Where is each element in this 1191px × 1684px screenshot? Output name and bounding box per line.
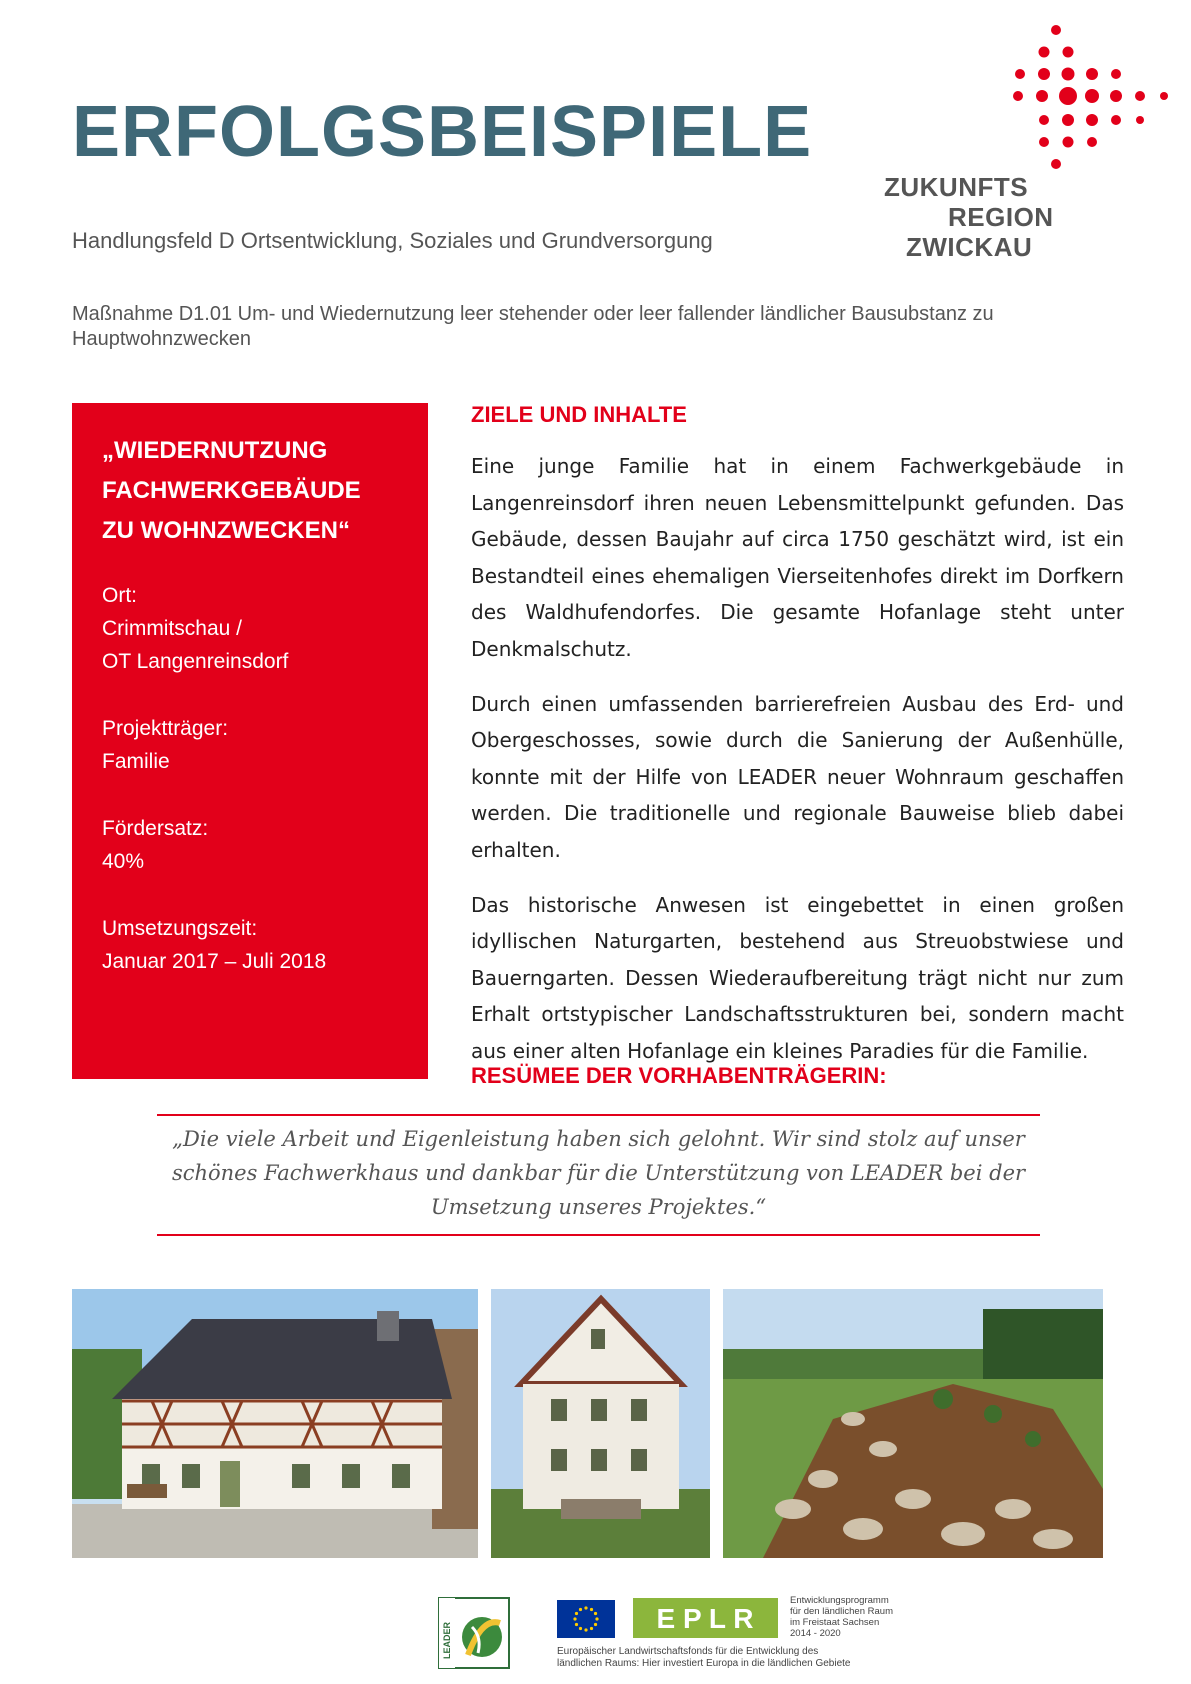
logo-line-2: REGION: [948, 202, 1054, 232]
eplr-logo-text: E P L R: [656, 1603, 754, 1634]
measure-description: Maßnahme D1.01 Um- und Wiedernutzung leer stehender oder leer fallender ländlicher Bausubstanz zu Hauptwohnzwecken: [72, 303, 994, 350]
quote-line-3: Umsetzung unseres Projektes.“: [430, 1195, 767, 1219]
info-funding-rate: [102, 812, 398, 878]
photo-natural-garden: [723, 1289, 1103, 1558]
project-info-box: [72, 403, 428, 1079]
zukunftsregion-wordmark: [884, 172, 1064, 262]
logo-dot: [1036, 90, 1048, 102]
funding-rate-label: Fördersatz:: [102, 817, 209, 840]
eu-star: [590, 1627, 593, 1630]
period-value: Januar 2017 – Juli 2018: [102, 950, 327, 973]
eplr-description: [790, 1595, 950, 1639]
quote-rule-top: [157, 1114, 1040, 1116]
paragraph-3: Das historische Anwesen ist eingebettet in einen großen idyllischen Naturgarten, bestehend aus Streuobstwiese und Bauerngarten. Dessen Wiederaufbereitung trägt nicht nur zum Erhalt ortstypischer Landschaftsstrukturen bei, sondern macht aus einer alten Hofanlage ein kleines Paradies für die Familie.: [471, 892, 1124, 1063]
logo-dot: [1135, 91, 1145, 101]
page-title: ERFOLGSBEISPIELE: [72, 92, 813, 172]
logo-dot: [1039, 137, 1049, 147]
logo-line-3: ZWICKAU: [906, 232, 1033, 262]
project-title-line-2: FACHWERKGEBÄUDE: [102, 477, 361, 504]
logo-dot: [1110, 90, 1122, 102]
logo-dot: [1013, 91, 1023, 101]
logo-dot: [1086, 114, 1098, 126]
project-title: [102, 431, 398, 551]
logo-dot: [1062, 68, 1075, 81]
eu-star: [575, 1623, 578, 1626]
logo-dot: [1063, 137, 1074, 148]
eplr-logo: [633, 1598, 778, 1638]
heading-summary: RESÜMEE DER VORHABENTRÄGERIN:: [471, 1063, 887, 1088]
body-text: [471, 448, 1124, 1088]
testimonial-quote: [157, 1122, 1040, 1224]
eplr-desc-line-2: für den ländlichen Raum: [790, 1606, 893, 1617]
logo-dot: [1051, 159, 1061, 169]
paragraph-1: Eine junge Familie hat in einem Fachwerkgebäude in Langenreinsdorf ihren neuen Lebensmittelpunkt gefunden. Das Gebäude, dessen Baujahr auf circa 1750 geschätzt wird, ist ein Bestandteil eines ehemaligen Vierseitenhofes direkt im Dorfkern des Waldhufendorfes. Die gesamte Hofanlage steht unter Denkmalschutz.: [471, 454, 1124, 661]
logo-dot: [1059, 87, 1077, 105]
quote-line-2: schönes Fachwerkhaus und dankbar für die Unterstützung von LEADER bei der: [171, 1161, 1026, 1185]
eu-star: [575, 1612, 578, 1615]
photo-house-gable: [491, 1289, 710, 1558]
eplr-desc-line-1: Entwicklungsprogramm: [790, 1595, 889, 1606]
info-location: [102, 579, 398, 678]
location-label: Ort:: [102, 584, 137, 607]
logo-dot: [1160, 92, 1168, 100]
logo-dot: [1015, 69, 1025, 79]
logo-dot: [1062, 114, 1074, 126]
eu-star: [579, 1627, 582, 1630]
logo-dot: [1111, 115, 1121, 125]
eu-flag-icon: [557, 1600, 615, 1638]
logo-dot: [1038, 68, 1050, 80]
eu-fund-statement: [557, 1646, 937, 1670]
fund-line-1: Europäischer Landwirtschaftsfonds für die Entwicklung des: [557, 1646, 819, 1657]
logo-dot: [1136, 116, 1144, 124]
eu-star: [579, 1608, 582, 1611]
leader-logo-text: LEADER: [442, 1621, 452, 1659]
project-title-line-3: ZU WOHNZWECKEN“: [102, 517, 350, 544]
heading-goals: ZIELE UND INHALTE: [471, 402, 687, 427]
logo-dot: [1111, 69, 1121, 79]
eu-star: [584, 1628, 587, 1631]
leader-logo: [438, 1597, 510, 1669]
location-value-line-1: Crimmitschau /: [102, 617, 243, 640]
logo-line-1: ZUKUNFTS: [884, 172, 1029, 202]
paragraph-2: Durch einen umfassenden barrierefreien Ausbau des Erd- und Obergeschosses, sowie durch die Sanierung der Außenhülle, konnte mit der Hilfe von LEADER neuer Wohnraum geschaffen werden. Die traditionelle und regionale Bauweise blieb dabei erhalten.: [471, 691, 1124, 862]
logo-dot: [1063, 47, 1074, 58]
eu-star: [590, 1608, 593, 1611]
quote-rule-bottom: [157, 1234, 1040, 1236]
sponsor-value: Familie: [102, 750, 170, 773]
fund-line-2: ländlichen Raums: Hier investiert Europa in die ländlichen Gebiete: [557, 1658, 851, 1669]
logo-dot: [1086, 68, 1098, 80]
eu-star: [584, 1606, 587, 1609]
photo-half-timbered-house: [72, 1289, 478, 1558]
sponsor-label: Projektträger:: [102, 717, 229, 740]
location-value-line-2: OT Langenreinsdorf: [102, 650, 289, 673]
funding-rate-value: 40%: [102, 850, 145, 873]
quote-line-1: „Die viele Arbeit und Eigenleistung haben sich gelohnt. Wir sind stolz auf unser: [172, 1127, 1025, 1151]
eplr-desc-line-4: 2014 - 2020: [790, 1628, 841, 1639]
logo-dot: [1039, 115, 1049, 125]
logo-dot: [1087, 137, 1097, 147]
eu-star: [595, 1617, 598, 1620]
zukunftsregion-dots-logo: [1000, 20, 1180, 190]
info-sponsor: [102, 712, 398, 778]
project-title-line-1: „WIEDERNUTZUNG: [102, 437, 328, 464]
period-label: Umsetzungszeit:: [102, 917, 258, 940]
logo-dot: [1039, 47, 1050, 58]
eplr-desc-line-3: im Freistaat Sachsen: [790, 1617, 880, 1628]
action-field-subtitle: Handlungsfeld D Ortsentwicklung, Soziales und Grundversorgung: [72, 228, 713, 253]
info-period: [102, 912, 398, 978]
logo-dot: [1051, 25, 1061, 35]
eu-star: [594, 1612, 597, 1615]
eu-star: [594, 1623, 597, 1626]
eu-star: [573, 1617, 576, 1620]
logo-dot: [1085, 89, 1099, 103]
